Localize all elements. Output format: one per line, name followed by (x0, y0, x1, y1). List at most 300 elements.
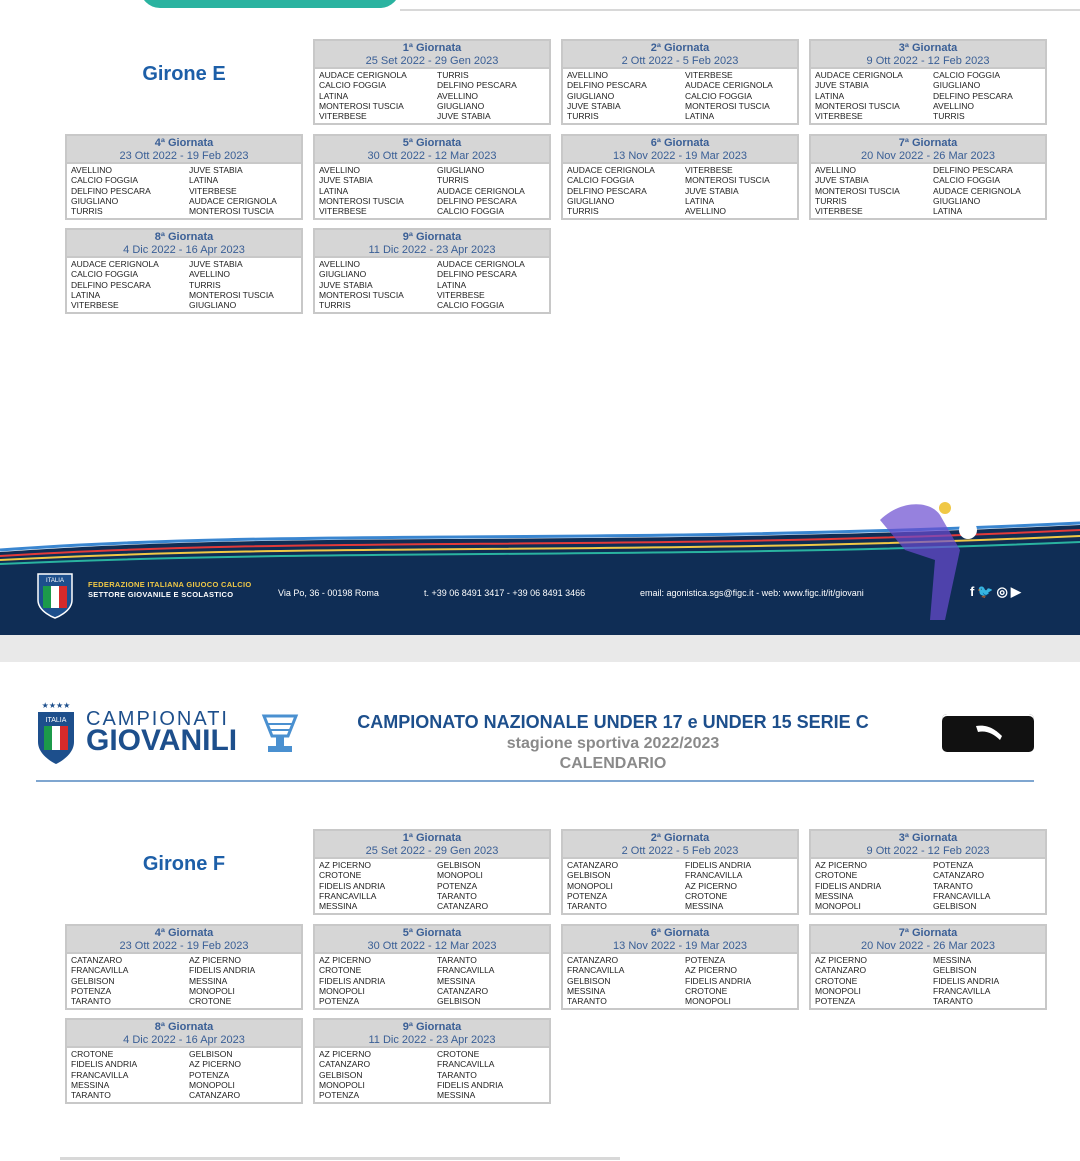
away-team: MONTEROSI TUSCIA (189, 289, 274, 300)
giornata-title: 4ª Giornata (154, 137, 214, 149)
top-divider (400, 9, 1080, 11)
giornata-header (67, 230, 301, 258)
giornata-title: 6ª Giornata (650, 137, 710, 149)
match-row (567, 80, 797, 90)
giornata-title: 7ª Giornata (898, 927, 958, 939)
giornata-header (811, 926, 1045, 954)
away-team: CROTONE (189, 996, 232, 1007)
away-team: MESSINA (933, 955, 972, 965)
giornata-card (313, 829, 551, 915)
home-team: JUVE STABIA (567, 100, 621, 111)
home-team: DELFINO PESCARA (71, 279, 151, 290)
home-team: CALCIO FOGGIA (71, 175, 139, 186)
top-tab-decoration (140, 0, 400, 8)
home-team: JUVE STABIA (815, 80, 869, 91)
away-team: FIDELIS ANDRIA (685, 975, 752, 986)
giornata-title: 9ª Giornata (402, 231, 462, 243)
away-team: FRANCAVILLA (685, 870, 743, 881)
away-team: CROTONE (685, 890, 728, 901)
match-row (567, 860, 797, 870)
away-team: CALCIO FOGGIA (933, 175, 1001, 186)
season-subtitle: stagione sportiva 2022/2023 (506, 735, 720, 752)
giornata-header (563, 926, 797, 954)
match-row (567, 101, 797, 111)
match-list (315, 69, 549, 121)
footer-contacts[interactable]: email: agonistica.sgs@figc.it - web: www.figc.it/it/giovani (640, 588, 864, 598)
away-team: MONTEROSI TUSCIA (685, 175, 770, 186)
giornata-dates: 25 Set 2022 - 29 Gen 2023 (365, 55, 499, 67)
giornata-dates: 11 Dic 2022 - 23 Apr 2023 (368, 244, 496, 256)
away-team: AZ PICERNO (685, 880, 737, 891)
match-row (319, 186, 549, 196)
calendar-page-girone-f (0, 662, 1080, 1161)
match-row (567, 165, 797, 175)
match-list (563, 69, 797, 121)
svg-text:★★★★: ★★★★ (41, 702, 71, 710)
match-list (315, 164, 549, 216)
home-team: MONTEROSI TUSCIA (319, 195, 404, 206)
home-team: MONOPOLI (567, 880, 613, 891)
home-team: DELFINO PESCARA (567, 185, 647, 196)
away-team: CALCIO FOGGIA (437, 300, 505, 311)
giornata-title: 5ª Giornata (402, 927, 462, 939)
giornata-title: 2ª Giornata (650, 832, 710, 844)
giornata-dates: 2 Ott 2022 - 5 Feb 2023 (621, 845, 739, 857)
away-team: TARANTO (437, 1069, 477, 1080)
away-team: TARANTO (933, 880, 973, 891)
match-row (815, 175, 1045, 185)
away-team: JUVE STABIA (685, 185, 739, 196)
away-team: VITERBESE (189, 185, 237, 196)
home-team: AUDACE CERIGNOLA (319, 70, 407, 80)
giornata-dates: 9 Ott 2022 - 12 Feb 2023 (866, 55, 990, 67)
giornata-header (315, 136, 549, 164)
match-list (67, 954, 301, 1006)
giornata-dates: 4 Dic 2022 - 16 Apr 2023 (123, 244, 245, 256)
match-row (71, 1080, 301, 1090)
away-team: FRANCAVILLA (933, 890, 991, 901)
away-team: MONOPOLI (189, 985, 235, 996)
away-team: CROTONE (437, 1049, 480, 1059)
giornata-dates: 23 Ott 2022 - 19 Feb 2023 (119, 150, 249, 162)
footer (0, 490, 1080, 635)
away-team: AZ PICERNO (189, 1059, 241, 1070)
giornata-dates: 20 Nov 2022 - 26 Mar 2023 (861, 150, 995, 162)
match-row (71, 186, 301, 196)
match-list (315, 859, 549, 911)
away-team: GELBISON (437, 996, 481, 1007)
match-row (71, 269, 301, 279)
away-team: GIUGLIANO (933, 195, 981, 206)
away-team: MONOPOLI (437, 870, 483, 881)
home-team: TURRIS (815, 195, 847, 206)
home-team: POTENZA (567, 890, 608, 901)
home-team: TARANTO (71, 996, 111, 1007)
home-team: FRANCAVILLA (567, 965, 625, 976)
home-team: CROTONE (815, 870, 858, 881)
home-team: LATINA (71, 289, 101, 300)
match-row (71, 1049, 301, 1059)
match-list (811, 859, 1045, 911)
away-team: MESSINA (189, 975, 228, 986)
home-team: GIUGLIANO (319, 269, 367, 280)
calendar-label: CALENDARIO (559, 755, 667, 772)
match-list (315, 1048, 549, 1100)
home-team: AZ PICERNO (319, 1049, 371, 1059)
match-row (71, 986, 301, 996)
giornata-title: 6ª Giornata (650, 927, 710, 939)
home-team: AZ PICERNO (815, 860, 867, 870)
home-team: TARANTO (71, 1090, 111, 1101)
match-row (815, 101, 1045, 111)
match-list (563, 954, 797, 1006)
match-list (811, 164, 1045, 216)
away-team: DELFINO PESCARA (933, 90, 1013, 101)
match-row (319, 70, 549, 80)
home-team: AUDACE CERIGNOLA (567, 165, 655, 175)
giornata-card (313, 134, 551, 220)
giornata-title: 3ª Giornata (898, 832, 958, 844)
match-row (71, 976, 301, 986)
match-row (71, 175, 301, 185)
federation-name: FEDERAZIONE ITALIANA GIUOCO CALCIO SETTORE GIOVANILE E SCOLASTICO (88, 580, 252, 599)
away-team: JUVE STABIA (189, 165, 243, 175)
home-team: LATINA (319, 185, 349, 196)
home-team: POTENZA (319, 1090, 360, 1101)
away-team: FRANCAVILLA (437, 1059, 495, 1070)
giornata-card (313, 1018, 551, 1104)
match-row (815, 91, 1045, 101)
match-row (319, 881, 549, 891)
home-team: GIUGLIANO (71, 195, 119, 206)
giornata-title: 8ª Giornata (154, 1021, 214, 1033)
giornata-dates: 30 Ott 2022 - 12 Mar 2023 (367, 150, 497, 162)
match-row (567, 996, 797, 1006)
giornata-card (65, 134, 303, 220)
giornata-card (809, 924, 1047, 1010)
match-list (563, 859, 797, 911)
home-team: VITERBESE (71, 300, 119, 311)
home-team: CROTONE (319, 870, 362, 881)
shield-label: ITALIA (45, 717, 67, 724)
match-row (319, 891, 549, 901)
away-team: VITERBESE (685, 70, 733, 80)
home-team: VITERBESE (319, 111, 367, 122)
match-row (319, 1090, 549, 1100)
home-team: LATINA (319, 90, 349, 101)
away-team: VITERBESE (437, 289, 485, 300)
match-row (319, 870, 549, 880)
giornata-card (313, 228, 551, 314)
logo-giovanili: GIOVANILI (86, 724, 238, 757)
match-row (319, 175, 549, 185)
social-icons[interactable]: f🐦◎▶ (970, 584, 1024, 599)
giornata-header (315, 230, 549, 258)
away-team: AVELLINO (685, 206, 726, 217)
home-team: VITERBESE (815, 111, 863, 122)
match-row (71, 300, 301, 310)
home-team: POTENZA (71, 985, 112, 996)
home-team: FIDELIS ANDRIA (319, 975, 386, 986)
away-team: FIDELIS ANDRIA (933, 975, 1000, 986)
match-row (319, 1059, 549, 1069)
home-team: MONOPOLI (319, 1079, 365, 1090)
home-team: AVELLINO (319, 165, 360, 175)
away-team: TURRIS (933, 111, 965, 122)
away-team: LATINA (189, 175, 219, 186)
away-team: AZ PICERNO (189, 955, 241, 965)
match-row (815, 901, 1045, 911)
away-team: CALCIO FOGGIA (933, 70, 1001, 80)
girone-title: Girone F (142, 853, 226, 875)
match-row (815, 196, 1045, 206)
away-team: TARANTO (437, 890, 477, 901)
match-row (815, 996, 1045, 1006)
home-team: CATANZARO (319, 1059, 371, 1070)
match-row (319, 955, 549, 965)
away-team: FIDELIS ANDRIA (685, 860, 752, 870)
home-team: CROTONE (71, 1049, 114, 1059)
giornata-card (561, 39, 799, 125)
match-row (567, 70, 797, 80)
home-team: FIDELIS ANDRIA (71, 1059, 138, 1070)
match-list (315, 258, 549, 310)
match-row (567, 955, 797, 965)
home-team: AVELLINO (815, 165, 856, 175)
home-team: MESSINA (567, 985, 606, 996)
trophy-icon (258, 712, 302, 756)
match-row (319, 206, 549, 216)
match-row (567, 206, 797, 216)
home-team: MONTEROSI TUSCIA (319, 100, 404, 111)
away-team: DELFINO PESCARA (933, 165, 1013, 175)
giornata-card (313, 39, 551, 125)
away-team: CROTONE (685, 985, 728, 996)
away-team: GIUGLIANO (189, 300, 237, 311)
giornata-header (563, 136, 797, 164)
match-list (67, 164, 301, 216)
match-row (319, 1049, 549, 1059)
match-row (71, 1059, 301, 1069)
away-team: POTENZA (189, 1069, 230, 1080)
match-row (815, 111, 1045, 121)
match-row (567, 881, 797, 891)
match-list (563, 164, 797, 216)
giornata-title: 3ª Giornata (898, 42, 958, 54)
away-team: DELFINO PESCARA (437, 269, 517, 280)
match-row (567, 186, 797, 196)
match-row (319, 101, 549, 111)
match-row (71, 280, 301, 290)
home-team: MESSINA (71, 1079, 110, 1090)
match-row (815, 70, 1045, 80)
giornata-dates: 23 Ott 2022 - 19 Feb 2023 (119, 940, 249, 952)
giornata-header (315, 41, 549, 69)
away-team: MONOPOLI (685, 996, 731, 1007)
away-team: AZ PICERNO (685, 965, 737, 976)
away-team: DELFINO PESCARA (437, 80, 517, 91)
match-row (815, 976, 1045, 986)
giornata-dates: 4 Dic 2022 - 16 Apr 2023 (123, 1034, 245, 1046)
away-team: GIUGLIANO (437, 100, 485, 111)
away-team: CALCIO FOGGIA (685, 90, 753, 101)
match-row (319, 986, 549, 996)
home-team: TURRIS (567, 111, 599, 122)
bottom-divider (60, 1157, 620, 1160)
match-row (319, 196, 549, 206)
home-team: GELBISON (71, 975, 115, 986)
away-team: MONTEROSI TUSCIA (685, 100, 770, 111)
home-team: CATANZARO (567, 860, 619, 870)
giornata-header (315, 831, 549, 859)
home-team: JUVE STABIA (319, 175, 373, 186)
away-team: FRANCAVILLA (437, 965, 495, 976)
giornata-dates: 13 Nov 2022 - 19 Mar 2023 (613, 150, 747, 162)
away-team: VITERBESE (685, 165, 733, 175)
home-team: MONTEROSI TUSCIA (815, 185, 900, 196)
match-row (319, 901, 549, 911)
home-team: AVELLINO (319, 259, 360, 269)
home-team: CALCIO FOGGIA (319, 80, 387, 91)
home-team: CALCIO FOGGIA (567, 175, 635, 186)
away-team: AUDACE CERIGNOLA (933, 185, 1021, 196)
match-row (319, 259, 549, 269)
away-team: AUDACE CERIGNOLA (685, 80, 773, 91)
home-team: MONOPOLI (815, 901, 861, 912)
home-team: MONTEROSI TUSCIA (319, 289, 404, 300)
giornata-card (313, 924, 551, 1010)
home-team: TURRIS (567, 206, 599, 217)
match-list (811, 69, 1045, 121)
away-team: MONOPOLI (189, 1079, 235, 1090)
home-team: MONTEROSI TUSCIA (815, 100, 900, 111)
home-team: GIUGLIANO (567, 90, 615, 101)
giornata-header (811, 136, 1045, 164)
away-team: LATINA (933, 206, 963, 217)
match-list (67, 258, 301, 310)
match-row (567, 976, 797, 986)
away-team: TARANTO (437, 955, 477, 965)
home-team: MONOPOLI (815, 985, 861, 996)
away-team: FRANCAVILLA (933, 985, 991, 996)
away-team: TURRIS (189, 279, 221, 290)
giornata-header (67, 136, 301, 164)
home-team: MESSINA (815, 890, 854, 901)
match-row (815, 80, 1045, 90)
puma-cat-icon (942, 714, 1034, 752)
home-team: MONOPOLI (319, 985, 365, 996)
home-team: MESSINA (319, 901, 358, 912)
giornata-header (67, 926, 301, 954)
home-team: TARANTO (567, 901, 607, 912)
giornata-title: 1ª Giornata (402, 42, 462, 54)
footer-swoosh-graphic (0, 490, 1080, 635)
giornata-header (563, 831, 797, 859)
home-team: CROTONE (319, 965, 362, 976)
home-team: POTENZA (815, 996, 856, 1007)
match-row (815, 870, 1045, 880)
match-row (815, 955, 1045, 965)
away-team: JUVE STABIA (189, 259, 243, 269)
footer-phones: t. +39 06 8491 3417 - +39 06 8491 3466 (424, 588, 586, 598)
match-row (71, 206, 301, 216)
home-team: GELBISON (319, 1069, 363, 1080)
match-row (815, 986, 1045, 996)
home-team: TARANTO (567, 996, 607, 1007)
home-team: CATANZARO (815, 965, 867, 976)
away-team: LATINA (685, 111, 715, 122)
home-team: FRANCAVILLA (71, 965, 129, 976)
giornata-card (809, 134, 1047, 220)
giornata-title: 1ª Giornata (402, 832, 462, 844)
match-row (567, 891, 797, 901)
away-team: AUDACE CERIGNOLA (437, 259, 525, 269)
away-team: MESSINA (437, 975, 476, 986)
home-team: TURRIS (71, 206, 103, 217)
away-team: MESSINA (437, 1090, 476, 1101)
match-row (71, 259, 301, 269)
match-row (319, 300, 549, 310)
figc-shield-icon (36, 702, 76, 766)
away-team: LATINA (437, 279, 467, 290)
home-team: GELBISON (567, 975, 611, 986)
away-team: MONTEROSI TUSCIA (189, 206, 274, 217)
home-team: AUDACE CERIGNOLA (815, 70, 903, 80)
giornata-title: 9ª Giornata (402, 1021, 462, 1033)
match-row (71, 996, 301, 1006)
match-row (567, 196, 797, 206)
giornata-title: 8ª Giornata (154, 231, 214, 243)
championship-title: CAMPIONATO NAZIONALE UNDER 17 e UNDER 15 SERIE C (357, 712, 869, 732)
home-team: CALCIO FOGGIA (71, 269, 139, 280)
giornata-header (315, 926, 549, 954)
giornata-header (315, 1020, 549, 1048)
logo-campionati: CAMPIONATI (86, 708, 229, 730)
match-row (319, 1080, 549, 1090)
home-team: GELBISON (567, 870, 611, 881)
match-row (567, 901, 797, 911)
giornata-dates: 13 Nov 2022 - 19 Mar 2023 (613, 940, 747, 952)
home-team: DELFINO PESCARA (71, 185, 151, 196)
away-team: POTENZA (933, 860, 974, 870)
giornata-title: 2ª Giornata (650, 42, 710, 54)
home-team: DELFINO PESCARA (567, 80, 647, 91)
match-row (567, 986, 797, 996)
match-list (811, 954, 1045, 1006)
match-row (71, 955, 301, 965)
away-team: MESSINA (685, 901, 724, 912)
home-team: AVELLINO (71, 165, 112, 175)
away-team: GIUGLIANO (437, 165, 485, 175)
match-row (319, 80, 549, 90)
giornata-dates: 30 Ott 2022 - 12 Mar 2023 (367, 940, 497, 952)
match-row (815, 165, 1045, 175)
shield-label: ITALIA (46, 578, 64, 584)
match-row (319, 111, 549, 121)
giornata-card (65, 1018, 303, 1104)
giornata-dates: 11 Dic 2022 - 23 Apr 2023 (368, 1034, 496, 1046)
home-team: AVELLINO (567, 70, 608, 80)
home-team: CROTONE (815, 975, 858, 986)
home-team: FIDELIS ANDRIA (319, 880, 386, 891)
match-row (71, 290, 301, 300)
home-team: LATINA (815, 90, 845, 101)
match-row (319, 290, 549, 300)
home-team: VITERBESE (319, 206, 367, 217)
away-team: AVELLINO (933, 100, 974, 111)
away-team: GELBISON (189, 1049, 233, 1059)
giornata-card (809, 829, 1047, 915)
